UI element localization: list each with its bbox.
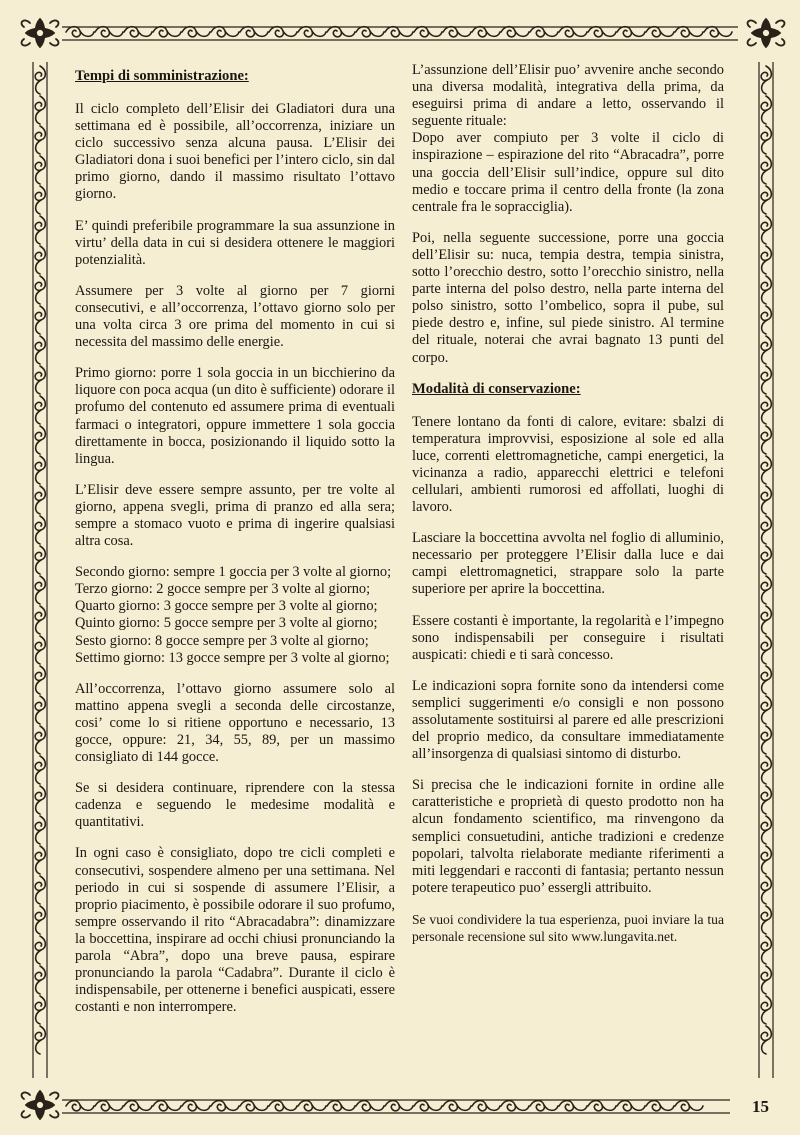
paragraph: L’assunzione dell’Elisir puo’ avvenire anche secondo una diversa modalità, integrativa della prima, da eseguirsi prima di andare a letto, osservando il seguente rituale: xyxy=(412,62,724,130)
corner-ornament-top-left xyxy=(22,19,59,47)
corner-ornament-top-right xyxy=(748,19,785,47)
paragraph: Il ciclo completo dell’Elisir dei Gladiatori dura una settimana ed è possibile, all’occorrenza, iniziare un ciclo successivo senza alcuna pausa. L’Elisir dei Gladiatori dona i suoi benefici per l’intero ciclo, sin dal primo giorno, dando il massimo risultato l’ottavo giorno. xyxy=(75,101,395,203)
paragraph: Assumere per 3 volte al giorno per 7 giorni consecutivi, e all’occorrenza, l’ottavo giorno solo per una volta circa 3 ore prima del momento in cui si necessita del massimo delle energie. xyxy=(75,282,395,351)
corner-ornament-bottom-left xyxy=(22,1091,59,1119)
border-top xyxy=(62,27,738,40)
border-left xyxy=(33,62,47,1078)
schedule-line: Quarto giorno: 3 gocce sempre per 3 volte al giorno; xyxy=(75,598,378,615)
section-heading-administration: Tempi di somministrazione: xyxy=(75,68,249,84)
schedule-line: Sesto giorno: 8 gocce sempre per 3 volte al giorno; xyxy=(75,632,369,649)
paragraph: Se si desidera continuare, riprendere con la stessa cadenza e seguendo le medesime modalità e quantitativi. xyxy=(75,780,395,831)
border-right xyxy=(759,62,773,1078)
section-heading-conservation: Modalità di conservazione: xyxy=(412,380,581,397)
schedule-line: Terzo giorno: 2 gocce sempre per 3 volte al giorno; xyxy=(75,581,371,598)
paragraph: All’occorrenza, l’ottavo giorno assumere solo al mattino appena svegli a seconda delle circostanze, cosi’ come lo si ritiene opportuno e necessario, 13 gocce, oppure: 21, 34, 55, 89, per un massimo consigliato di 144 gocce. xyxy=(75,680,395,766)
paragraph: Poi, nella seguente successione, porre una goccia dell’Elisir su: nuca, tempia destra, tempia sinistra, sotto l’orecchio destro, sotto l’orecchio sinistro, nella parte interna del polso destro, nella parte interna del polso sinistro, sotto l’ombelico, sopra il pube, sul piede destro e, infine, sul piede sinistro. Al termine del rituale, noterai che avrai bagnato 13 punti del corpo. xyxy=(412,229,724,366)
border-bottom xyxy=(62,1100,730,1113)
paragraph: L’Elisir deve essere sempre assunto, per tre volte al giorno, appena svegli, prima di pranzo ed alla sera; sempre a stomaco vuoto e prima di ingerire qualsiasi altra cosa. xyxy=(75,481,395,550)
paragraph: Le indicazioni sopra fornite sono da intendersi come semplici suggerimenti e/o consigli e non possono assolutamente sostituirsi al parere ed alle prescrizioni del proprio medico, da consultare immediatamente all’insorgenza di qualsiasi sintomo di disturbo. xyxy=(412,677,724,763)
paragraph: E’ quindi preferibile programmare la sua assunzione in virtu’ della data in cui si desidera ottenere le maggiori potenzialità. xyxy=(75,217,395,268)
right-column xyxy=(412,62,724,959)
paragraph: Essere costanti è importante, la regolarità e l’impegno sono indispensabili per conseguire i risultati auspicati: chiedi e ti sarà concesso. xyxy=(412,612,724,663)
schedule-line: Secondo giorno: sempre 1 goccia per 3 volte al giorno; xyxy=(75,564,392,581)
schedule-line: Settimo giorno: 13 gocce sempre per 3 volte al giorno; xyxy=(75,649,390,666)
paragraph: Lasciare la boccettina avvolta nel foglio di alluminio, necessario per proteggere l’Elisir dalla luce e dai campi elettromagnetici, strappare solo la parte superiore per aprire la boccettina. xyxy=(412,530,724,598)
paragraph: Primo giorno: porre 1 sola goccia in un bicchierino da liquore con poca acqua (un dito è sufficiente) odorare il profumo del contenuto ed assumere prima di eventuali farmaci o integratori, oppure immettere 1 sola goccia direttamente in bocca, posizionando il liquido sotto la lingua. xyxy=(75,365,395,467)
page-number: 15 xyxy=(752,1097,769,1116)
schedule-line: Quinto giorno: 5 gocce sempre per 3 volte al giorno; xyxy=(75,615,378,632)
paragraph: Si precisa che le indicazioni fornite in ordine alle caratteristiche e proprietà di questo prodotto non ha alcun fondamento scientifico, ma rinvengono da semplici consuetudini, antiche tradizioni e credenze popolari, talvolta rielaborate mediante riferimenti a miti leggendari e racconti di fantasia; pertanto nessun potere terapeutico puo’ essergli attribuito. xyxy=(412,777,724,896)
paragraph: Dopo aver compiuto per 3 volte il ciclo di inspirazione – espirazione del rito “Abracadra”, porre una goccia dell’Elisir sull’indice, oppure sul dito medio e toccare prima il centro della fronte (la zona centrale fra le sopracciglia). xyxy=(412,130,724,215)
paragraph: Tenere lontano da fonti di calore, evitare: sbalzi di temperatura improvvisi, esposizione al sole ed alla luce, correnti elettromagnetiche, campi energetici, la vicinanza a radio, apparecchi elettrici e telefoni cellulari, ambienti rumorosi ed affollati, luoghi di lavoro. xyxy=(412,413,724,516)
paragraph: In ogni caso è consigliato, dopo tre cicli completi e consecutivi, sospendere almeno per una settimana. Nel periodo in cui si sospende di assumere l’Elisir, a proprio piacimento, è possibile odorare il suo profumo, sempre osservando il rito “Abracadabra”: dinamizzare la boccettina, inspirare ad occhi chiusi pronunciando la parola “Abra”, dopo una breve pausa, espirare pronunciando la parola “Cadabra”. Durante il ciclo è indispensabile, per ottenerne i benefici auspicati, essere costanti e non interrompere. xyxy=(75,845,395,1016)
left-column xyxy=(75,64,395,1030)
paragraph: Se vuoi condividere la tua esperienza, puoi inviare la tua personale recensione sul sito www.lungavita.net. xyxy=(412,911,724,945)
